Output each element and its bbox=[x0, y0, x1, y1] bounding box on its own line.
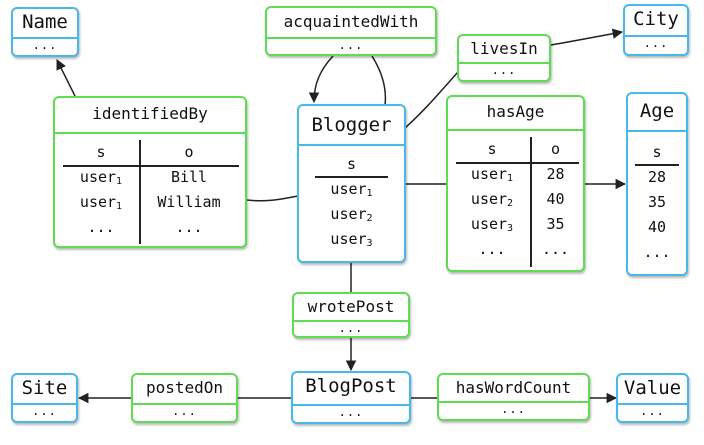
table-cell: William bbox=[157, 193, 221, 211]
column-header: s bbox=[487, 140, 497, 158]
edge-acquaintedwith-out bbox=[372, 56, 385, 105]
edge-blogger-to-identifiedby bbox=[247, 196, 298, 201]
table-cell: user$_1$ bbox=[470, 165, 514, 184]
node-title: hasAge bbox=[486, 102, 545, 121]
node-title: identifiedBy bbox=[92, 104, 208, 123]
property-node-acquaintedwith bbox=[265, 6, 437, 56]
class-node-blogpost bbox=[291, 371, 411, 424]
column-header: s bbox=[652, 143, 662, 161]
node-title: Site bbox=[21, 377, 68, 399]
table-cell: 35 bbox=[546, 215, 565, 233]
table-cell: 40 bbox=[647, 218, 667, 236]
class-node-age bbox=[626, 92, 688, 276]
node-title: Name bbox=[22, 11, 68, 33]
table-cell: 28 bbox=[647, 168, 667, 186]
table-cell: ... bbox=[541, 240, 570, 258]
node-placeholder: ... bbox=[32, 404, 57, 418]
column-header: o bbox=[184, 143, 194, 161]
column-header: s bbox=[346, 155, 357, 173]
node-title: BlogPost bbox=[305, 375, 397, 397]
table-cell: ... bbox=[643, 243, 671, 261]
table-cell: user$_1$ bbox=[79, 168, 123, 187]
node-title: postedOn bbox=[145, 378, 224, 397]
table-cell: user$_2$ bbox=[330, 205, 373, 224]
table-cell: ... bbox=[175, 218, 203, 236]
node-title: Value bbox=[623, 377, 682, 399]
age-table bbox=[632, 140, 682, 265]
column-header: s bbox=[96, 143, 106, 161]
property-node-wrotepost bbox=[292, 292, 410, 338]
table-cell: user$_3$ bbox=[470, 215, 514, 234]
node-title: livesIn bbox=[470, 39, 538, 58]
identifiedby-table bbox=[63, 140, 239, 240]
node-placeholder: ... bbox=[338, 321, 364, 335]
blogger-table bbox=[307, 152, 396, 252]
table-cell: user$_3$ bbox=[330, 230, 373, 249]
property-node-haswordcount bbox=[437, 373, 590, 421]
property-node-postedon bbox=[131, 373, 238, 423]
table-cell: ... bbox=[87, 218, 115, 236]
table-cell: user$_1$ bbox=[79, 193, 123, 212]
table-cell: 35 bbox=[647, 193, 667, 211]
table-cell: ... bbox=[478, 240, 506, 258]
class-node-site bbox=[11, 373, 78, 423]
class-node-value bbox=[616, 373, 689, 423]
node-title: Blogger bbox=[311, 114, 392, 136]
table-cell: user$_1$ bbox=[330, 180, 373, 199]
node-title: Age bbox=[639, 100, 675, 122]
table-cell: 40 bbox=[546, 190, 565, 208]
node-placeholder: ... bbox=[501, 402, 526, 416]
table-cell: Bill bbox=[170, 168, 208, 186]
column-header: o bbox=[550, 140, 561, 158]
table-cell: 28 bbox=[546, 165, 565, 183]
node-placeholder: ... bbox=[491, 63, 517, 77]
edge-acquaintedwith-in bbox=[314, 56, 333, 102]
node-title: City bbox=[633, 8, 679, 30]
node-placeholder: ... bbox=[640, 404, 665, 418]
node-placeholder: ... bbox=[643, 36, 669, 50]
node-placeholder: ... bbox=[172, 404, 197, 418]
node-title: hasWordCount bbox=[455, 378, 572, 397]
node-title: acquaintedWith bbox=[283, 12, 419, 31]
hasage-table bbox=[454, 137, 581, 262]
property-node-livesin bbox=[457, 34, 551, 82]
node-placeholder: ... bbox=[32, 38, 58, 52]
node-placeholder: ... bbox=[338, 405, 364, 419]
edge-identifiedby-to-name bbox=[57, 60, 75, 96]
class-node-blogger bbox=[297, 104, 406, 263]
class-node-city bbox=[623, 4, 689, 56]
node-placeholder: ... bbox=[338, 38, 364, 52]
node-title: wrotePost bbox=[307, 297, 395, 316]
property-node-identifiedby bbox=[53, 96, 247, 248]
class-node-name bbox=[11, 7, 79, 57]
edge-livesin-to-city bbox=[551, 32, 622, 45]
table-cell: user$_2$ bbox=[470, 190, 514, 209]
property-node-hasage bbox=[446, 95, 585, 272]
